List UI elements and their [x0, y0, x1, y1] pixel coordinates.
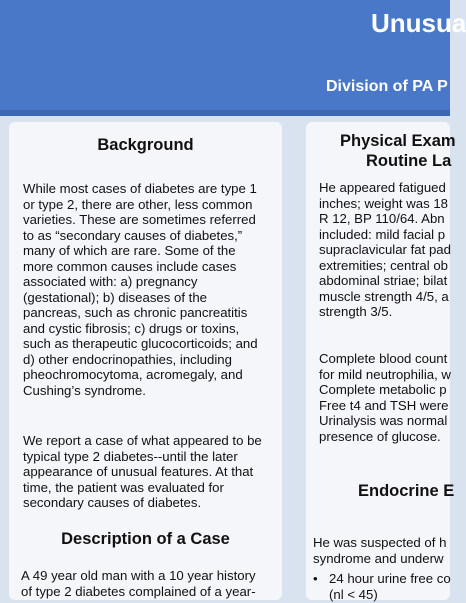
text-line: presence of glucose. [319, 428, 441, 444]
endocrine-heading: Endocrine E [358, 482, 455, 500]
text-line: pheochromocytoma, acromegaly, and [23, 367, 243, 382]
text-line: muscle strength 4/5, a [319, 288, 449, 304]
text-line: A 49 year old man with a 10 year history [21, 568, 256, 583]
text-line: inches; weight was 18 [319, 195, 449, 211]
text-line: He appeared fatigued [319, 180, 446, 195]
text-line: d) other endocrinopathies, including [23, 351, 232, 367]
text-line: syndrome and underw [313, 550, 444, 566]
text-line: associated with: a) pregnancy [23, 274, 198, 289]
endocrine-intro-paragraph [313, 535, 446, 566]
text-line: time, the patient was evaluated for [23, 479, 224, 495]
text-line: included: mild facial p [319, 226, 446, 242]
text-line: more common causes include cases [23, 258, 237, 274]
text-line: Complete metabolic p [319, 382, 447, 397]
background-paragraph-2 [23, 433, 262, 511]
endocrine-bullet-item [313, 571, 451, 587]
text-line: Urinalysis was normal [319, 413, 448, 428]
text-line: typical type 2 diabetes--until the later [23, 448, 238, 464]
text-line: We report a case of what appeared to be [23, 433, 262, 448]
case-description-paragraph [21, 568, 256, 599]
physical-exam-paragraph-1 [319, 180, 451, 320]
routine-labs-paragraph [319, 351, 451, 444]
text-line: Free t4 and TSH were [319, 397, 449, 413]
text-line: supraclavicular fat pad [319, 242, 451, 257]
text-line: such as therapeutic glucocorticoids; and [23, 336, 258, 351]
text-line: strength 3/5. [319, 304, 393, 319]
poster-title: Unusua [371, 8, 466, 38]
text-line: to as “secondary causes of diabetes,” [23, 227, 243, 243]
bullet-icon: • [313, 571, 318, 586]
right-column-panel [306, 122, 456, 602]
text-line: He was suspected of h [313, 535, 447, 550]
text-line: and cystic fibrosis; c) drugs or toxins, [23, 320, 240, 336]
poster-department: Division of PA P [326, 78, 448, 95]
physical-exam-heading-line-2: Routine La [366, 152, 452, 170]
case-description-heading: Description of a Case [61, 530, 230, 548]
text-line: secondary causes of diabetes. [23, 495, 202, 510]
text-line: abdominal striae; bilat [319, 273, 448, 288]
text-line: Complete blood count [319, 351, 448, 366]
text-line: of type 2 diabetes complained of a year- [21, 583, 256, 599]
bullet-text: (nl < 45) [329, 587, 378, 602]
text-line: extremities; central ob [319, 257, 448, 273]
text-line: While most cases of diabetes are type 1 [23, 181, 257, 196]
background-paragraph-1 [23, 181, 258, 398]
text-line: R 12, BP 110/64. Abn [319, 211, 445, 226]
text-line: for mild neutrophilia, w [319, 366, 451, 382]
left-column-panel [9, 122, 282, 600]
text-line: Cushing’s syndrome. [23, 382, 146, 398]
text-line: appearance of unusual features. At that [23, 464, 254, 479]
physical-exam-heading-line-1: Physical Exam [340, 132, 456, 150]
text-line: (gestational); b) diseases of the [23, 289, 207, 305]
background-heading: Background [97, 136, 194, 154]
text-line: many of which are rare. Some of the [23, 243, 236, 258]
endocrine-bullet-continuation [329, 587, 378, 603]
text-line: varieties. These are sometimes referred [23, 212, 256, 227]
header-divider [0, 110, 450, 116]
bullet-text: 24 hour urine free co [329, 571, 451, 586]
text-line: or type 2, there are other, less common [23, 196, 253, 212]
text-line: pancreas, such as chronic pancreatitis [23, 305, 248, 320]
